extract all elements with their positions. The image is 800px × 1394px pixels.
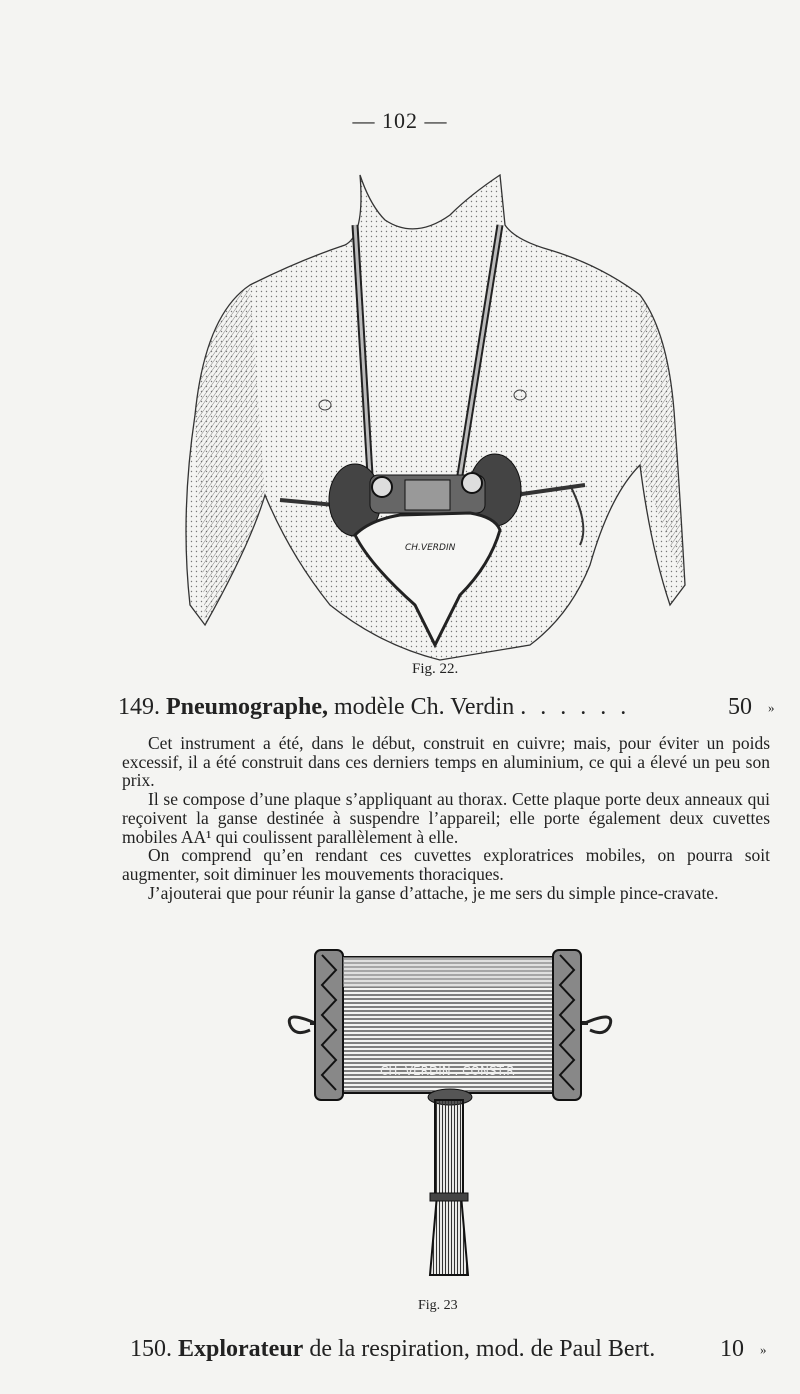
entry-price-group <box>720 1336 767 1363</box>
entry-description: de la respiration, mod. de Paul Bert. <box>309 1336 656 1362</box>
entry-number: 150. <box>130 1336 172 1362</box>
entry-name: Explorateur <box>178 1336 304 1362</box>
paragraph: Il se compose d’une plaque s’appliquant au thorax. Cette plaque porte deux anneaux qui reçoivent la ganse destinée à suspendre l’appareil; elle porte également deux cuvettes mobiles AA¹ qui coulissent parallèlement à elle. <box>122 789 770 847</box>
paragraph: Cet instrument a été, dans le début, construit en cuivre; mais, pour éviter un poids excessif, il a été construit dans ces derniers temps en aluminium, ce qui a élevé un peu son prix. <box>122 733 770 791</box>
entry-number: 149. <box>118 694 160 720</box>
page-number: — 102 — <box>352 108 448 133</box>
entry-leader-dots: . . . . . . <box>520 694 631 720</box>
figure-pneumograph-illustration <box>170 165 700 665</box>
engraving-stamp-fig23: CH. VERDIN . CONST.R <box>380 1064 515 1078</box>
paragraph: J’ajouterai que pour réunir la ganse d’attache, je me sers du simple pince-cravate. <box>148 882 719 903</box>
catalog-entry-149 <box>118 694 775 721</box>
pneumograph-engraving <box>170 165 700 665</box>
engraving-stamp-fig22: CH.VERDIN <box>405 543 456 553</box>
entry-description: modèle Ch. Verdin <box>334 694 515 720</box>
explorer-engraving <box>270 945 630 1295</box>
figure-caption-23: Fig. 23 <box>418 1298 458 1313</box>
figure-caption-22: Fig. 22. <box>412 661 459 677</box>
entry-price-unit: » <box>760 1342 767 1358</box>
entry-name: Pneumographe, <box>166 694 328 720</box>
entry-price-unit: » <box>768 700 775 716</box>
entry-price: 50 <box>728 694 752 720</box>
description-text <box>122 734 770 902</box>
figure-explorer-illustration <box>270 945 630 1295</box>
catalog-entry-150 <box>130 1336 780 1363</box>
paragraph: On comprend qu’en rendant ces cuvettes exploratrices mobiles, on pourra soit augmenter, soit diminuer les mouvements thoraciques. <box>122 845 770 884</box>
entry-price: 10 <box>720 1336 744 1362</box>
